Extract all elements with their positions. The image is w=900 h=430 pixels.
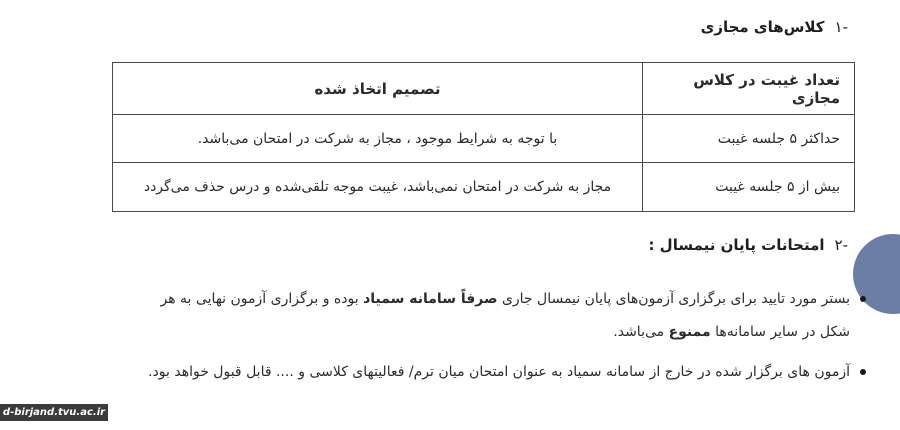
header-absence-count: تعداد غیبت در کلاس مجازی: [643, 63, 855, 115]
table-cell: مجاز به شرکت در امتحان نمی‌باشد، غیبت موجه تلقی‌شده و درس حذف می‌گردد: [113, 163, 643, 212]
bullet-text: می‌باشد.: [613, 324, 669, 340]
bullet-text: بوده و برگزاری آزمون نهایی به هر شکل در سایر سامانه‌ها: [160, 291, 850, 340]
table-row: [113, 163, 855, 212]
table-cell: بیش از ۵ جلسه غیبت: [643, 163, 855, 212]
section-1-heading: [701, 18, 848, 36]
section-1-number: -۱: [834, 18, 848, 36]
bullet-dot-icon: [860, 369, 866, 375]
bullet-dot-icon: [860, 296, 866, 302]
table-cell: حداکثر ۵ جلسه غیبت: [643, 115, 855, 163]
decorative-circle: [853, 234, 900, 314]
absence-table: [112, 62, 855, 212]
table-header-row: [113, 63, 855, 115]
bullet-text: آزمون های برگزار شده در خارج از سامانه سمیاد به عنوان امتحان میان ترم/ فعالیتهای کلاسی و .... قابل قبول خواهد بود.: [148, 364, 850, 380]
table-cell: با توجه به شرایط موجود ، مجاز به شرکت در امتحان می‌باشد.: [113, 115, 643, 163]
bullet-text: بستر مورد تایید برای برگزاری آزمون‌های پایان نیمسال جاری: [497, 291, 850, 307]
header-decision: تصمیم اتخاذ شده: [113, 63, 643, 115]
section-2-number: -۲: [834, 236, 848, 254]
watermark-badge: d-birjand.tvu.ac.ir: [0, 404, 108, 421]
section-2-title: امتحانات پایان نیمسال :: [648, 236, 825, 254]
bullet-item-2: [128, 356, 850, 389]
bullet-emphasis: صرفاً سامانه سمیاد: [363, 291, 498, 307]
section-2-heading: [648, 236, 848, 254]
bullet-emphasis: ممنوع: [668, 324, 711, 340]
section-1-title: کلاس‌های مجازی: [700, 18, 825, 36]
table-row: [113, 115, 855, 163]
bullet-item-1: [128, 283, 850, 349]
